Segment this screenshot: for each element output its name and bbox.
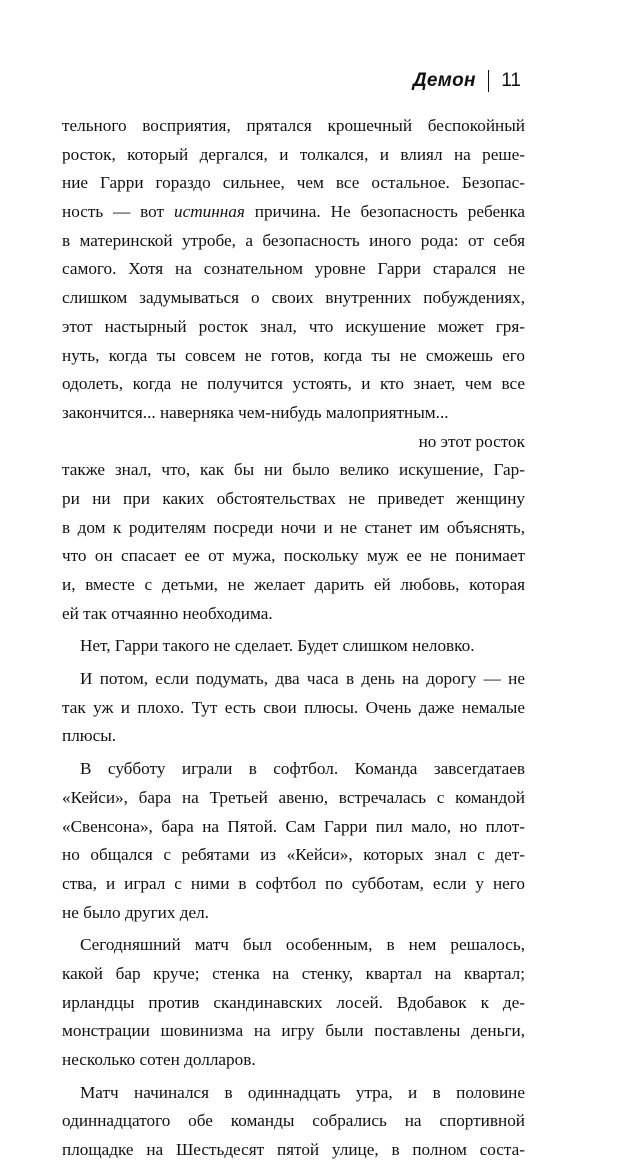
text-line: В субботу играли в софтбол. Команда завсегдатаев [80,759,525,779]
text-line: ей так отчаянно необходима. [62,603,273,623]
text-line: одиннадцатого обе команды собрались на спортивной [62,1111,525,1131]
text-line: слишком задумываться о своих внутренних побуждениях, [62,288,525,308]
text-line: И потом, если подумать, два часа в день на дорогу — не [80,669,525,689]
text-line: «Кейси», бара на Третьей авеню, встречалась с командой [62,787,525,807]
text-line: ирландцы против скандинавских лосей. Вдобавок к де- [62,992,525,1012]
text-line: нуть, когда ты совсем не готов, когда ты не сможешь его [62,345,525,365]
italic-emphasis: истинная [173,202,245,222]
body-text [62,112,525,1165]
text-line: самого. Хотя на сознательном уровне Гарри старался не [62,259,525,279]
text-line: одолеть, когда не получится устоять, и кто знает, чем все [62,374,525,394]
text-line: Нет, Гарри такого не сделает. Будет слишком неловко. [80,636,475,656]
header-separator [488,70,490,92]
text-line: не было других дел. [62,902,209,922]
text-line: Матч начинался в одиннадцать утра, и в половине [80,1082,525,1102]
text-line: ства, и играл с ними в софтбол по субботам, если у него [62,873,525,893]
text-line: тельного восприятия, прятался крошечный беспокойный [62,116,525,135]
text-line: монстрации шовинизма на игру были поставлены деньги, [62,1021,525,1041]
text-line: плюсы. [62,726,117,746]
text-line: ри ни при каких обстоятельствах не приведет женщину [62,488,525,508]
text-line-right-aligned: но этот росток [418,431,525,451]
text-line: что он спасает ее от мужа, поскольку муж ее не понимает [62,546,525,566]
text-line: также знал, что, как бы ни было велико искушение, Гар- [62,460,525,480]
text-line: так уж и плохо. Тут есть свои плюсы. Очень даже немалые [62,697,525,717]
text-line: какой бар круче; стенка на стенку, квартал на квартал; [62,963,525,983]
running-header [413,70,521,92]
text-line: росток, который дергался, и толкался, и влиял на реше- [62,144,525,164]
text-line: этот настырный росток знал, что искушение может гря- [62,316,525,336]
text-line: ние Гарри гораздо сильнее, чем все остальное. Безопас- [62,173,525,193]
running-header-title: Демон [412,70,476,91]
text-line: в дом к родителям посреди ночи и не станет им объяснять, [62,517,525,537]
text-line: ность — вот истинная причина. Не безопасность ребенка [62,202,526,222]
text-line: и, вместе с детьми, не желает дарить ей любовь, которая [62,575,525,594]
text-line: площадке на Шестьдесят пятой улице, в полном соста- [62,1140,525,1160]
text-line: но общался с ребятами из «Кейси», которых знал с дет- [62,845,525,865]
text-line: закончится... наверняка чем-нибудь малоприятным... [62,402,449,422]
text-line: в материнской утробе, а безопасность иного рода: от себя [62,230,525,250]
text-line: Сегодняшний матч был особенным, в нем решалось, [80,935,525,955]
page-number: 11 [501,70,521,91]
text-line: несколько сотен долларов. [62,1050,256,1069]
text-line: «Свенсона», бара на Пятой. Сам Гарри пил мало, но плот- [62,816,525,836]
